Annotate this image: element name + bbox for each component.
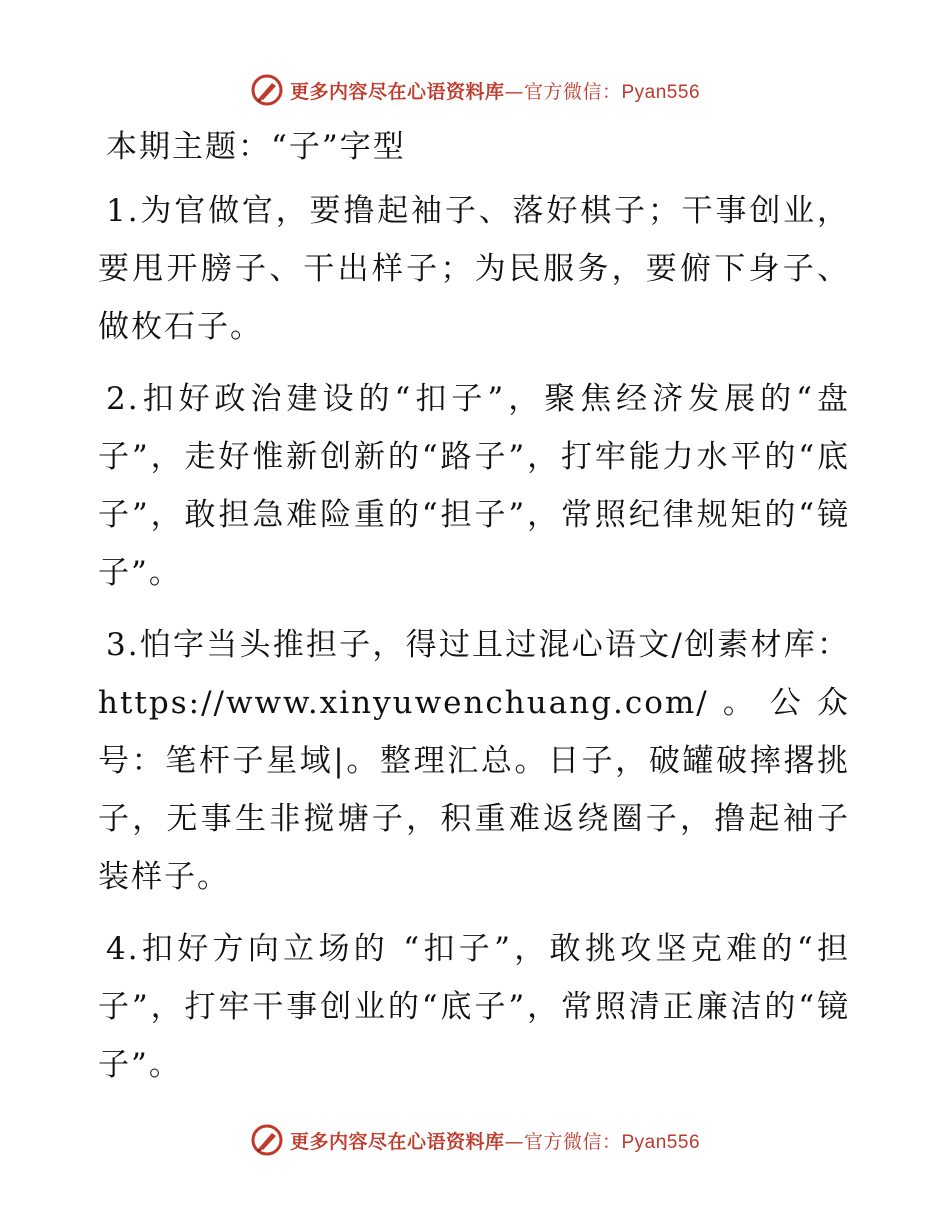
wechat-label: 官方微信： xyxy=(523,1130,622,1153)
watermark-text xyxy=(290,1127,700,1154)
wechat-label: 官方微信： xyxy=(523,80,622,103)
wechat-id: Pyan556 xyxy=(621,1131,701,1153)
brand-text: 更多内容尽在心语资料库 xyxy=(289,80,505,103)
paragraph-4: 4.扣好方向立场的 “扣子”，敢挑攻坚克难的“担子”，打牢干事创业的“底子”，常照清正廉洁的“镜子”。 xyxy=(98,931,850,1083)
wechat-id: Pyan556 xyxy=(621,81,701,103)
brand-text: 更多内容尽在心语资料库 xyxy=(289,1130,505,1153)
footer-watermark-banner xyxy=(0,1120,950,1160)
header-watermark-banner xyxy=(0,70,950,110)
separator: — xyxy=(504,80,524,103)
separator: — xyxy=(504,1130,524,1153)
paragraph-1: 1.为官做官，要撸起袖子、落好棋子；干事创业，要甩开膀子、干出样子；为民服务，要俯下身子、做枚石子。 xyxy=(98,193,850,345)
pen-logo-icon xyxy=(250,1123,284,1157)
paragraph-2: 2.扣好政治建设的“扣子”，聚焦经济发展的“盘子”，走好惟新创新的“路子”，打牢能力水平的“底子”，敢担急难险重的“担子”，常照纪律规矩的“镜子”。 xyxy=(98,381,850,591)
pen-logo-icon xyxy=(250,73,284,107)
page-title: 本期主题：“子”字型 xyxy=(106,129,406,165)
watermark-text xyxy=(290,77,700,104)
document-body xyxy=(98,120,850,1108)
paragraph-3: 3.怕字当头推担子，得过且过混心语文/创素材库：https://www.xinyuwenchuang.com/。公众号：笔杆子星域|。整理汇总。日子，破罐破摔撂挑子，无事生非搅塘子，积重难返绕圈子，撸起袖子装样子。 xyxy=(98,627,850,895)
